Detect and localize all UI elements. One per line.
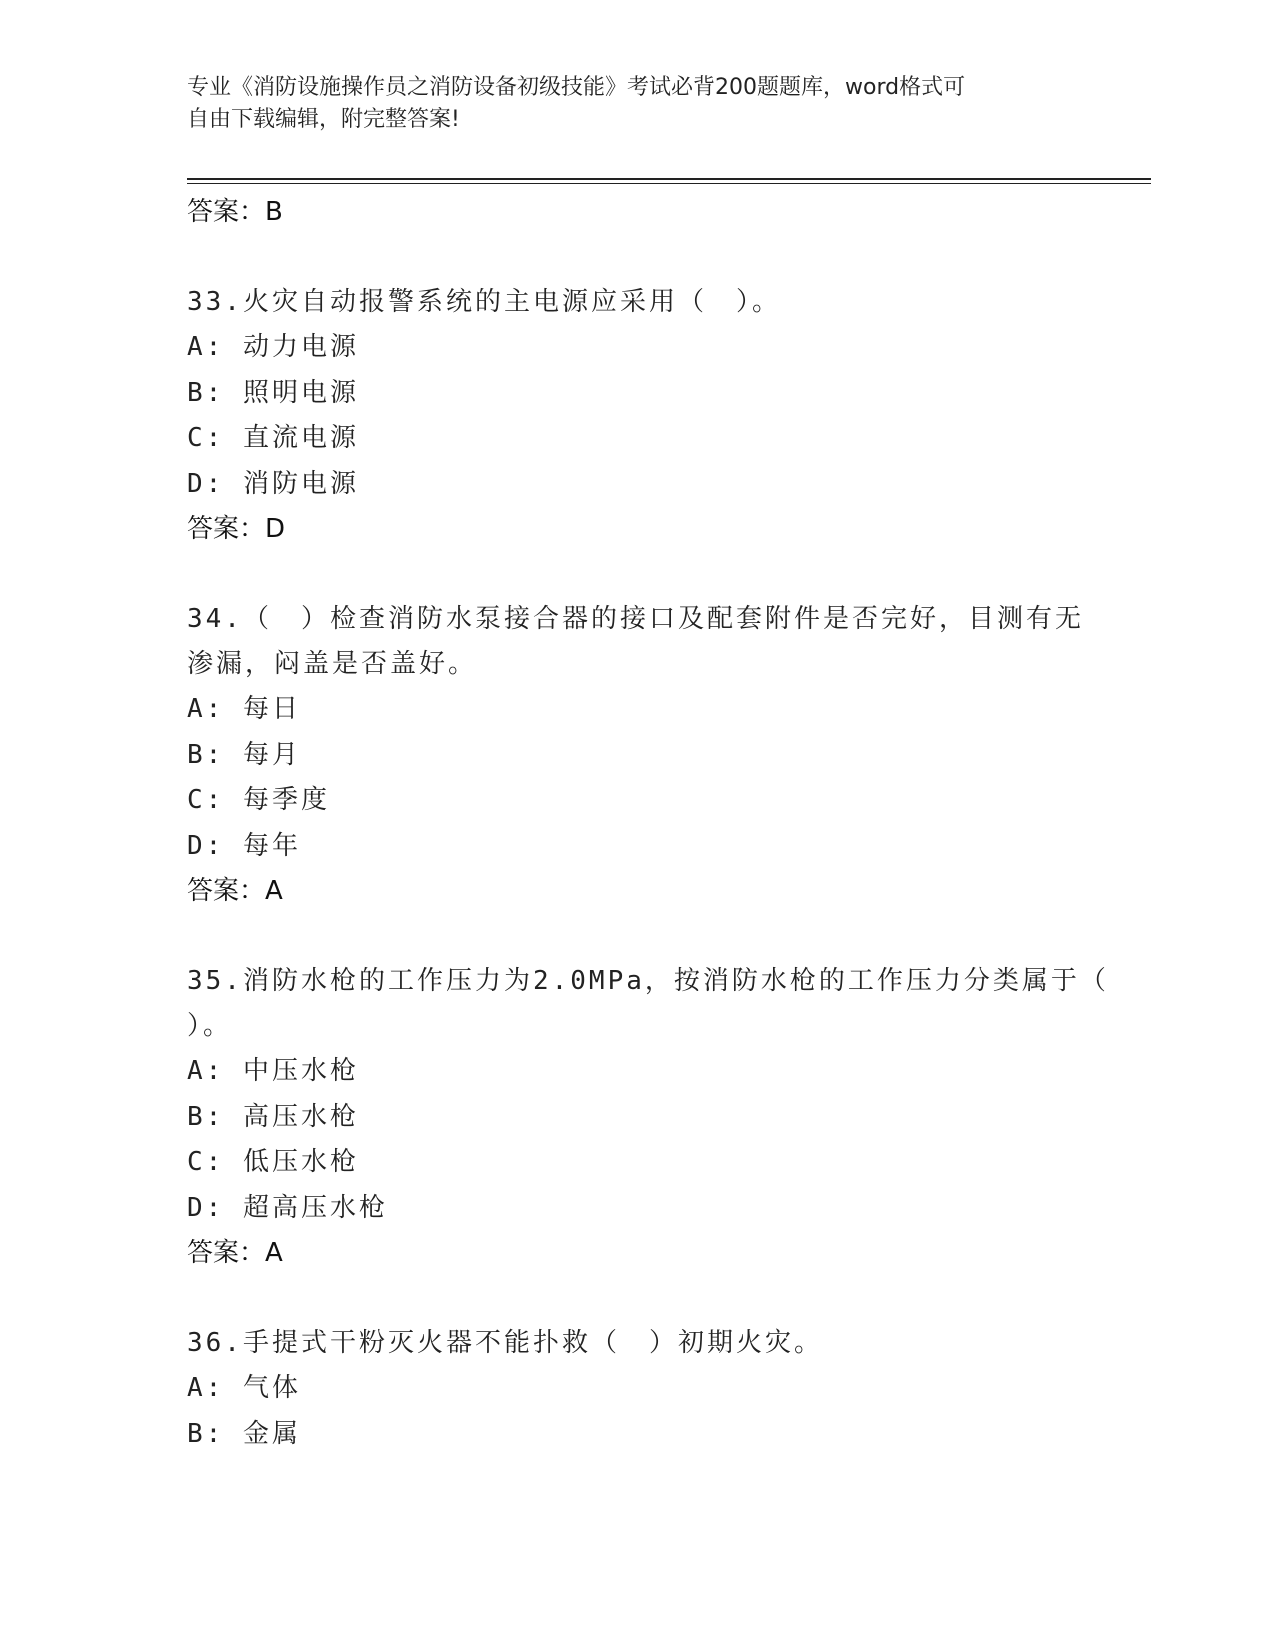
- spacer: [187, 551, 1107, 597]
- question-line: 34.（ ）检查消防水泵接合器的接口及配套附件是否完好，目测有无: [187, 604, 1084, 634]
- option-d: D: 消防电源: [187, 468, 359, 499]
- question-34: [187, 597, 1107, 913]
- spacer: [187, 1275, 1107, 1321]
- option-a: A: 每日: [187, 694, 301, 724]
- spacer: [187, 913, 1107, 959]
- question-line: 渗漏，闷盖是否盖好。: [187, 649, 478, 679]
- header-divider-thin: [187, 183, 1151, 184]
- question-line: ）。: [187, 1011, 233, 1041]
- question-33: [187, 280, 1107, 551]
- document-header: [187, 72, 1067, 136]
- option-b: B: 照明电源: [187, 377, 359, 408]
- option-d: D: 每年: [187, 830, 301, 861]
- option-a: A: 气体: [187, 1373, 301, 1403]
- option-c: C: 每季度: [187, 785, 330, 815]
- question-text: [187, 959, 1107, 1049]
- question-line: 36.手提式干粉灭火器不能扑救（ ）初期火灾。: [187, 1328, 823, 1358]
- option-c: C: 低压水枪: [187, 1147, 359, 1177]
- question-35: [187, 959, 1107, 1275]
- option-b: B: 高压水枪: [187, 1101, 359, 1132]
- spacer: [187, 234, 1107, 280]
- question-line: 35.消防水枪的工作压力为2.0MPa，按消防水枪的工作压力分类属于（: [187, 966, 1109, 996]
- option-a: A: 中压水枪: [187, 1056, 359, 1086]
- question-text: [187, 597, 1107, 687]
- question-text: [187, 280, 1107, 325]
- answer-q32: 答案：B: [187, 197, 283, 227]
- header-divider-thick: [187, 178, 1151, 180]
- header-line-2: 自由下载编辑，附完整答案!: [187, 107, 460, 132]
- option-d: D: 超高压水枪: [187, 1192, 388, 1223]
- answer: 答案：A: [187, 1238, 283, 1268]
- option-b: B: 金属: [187, 1418, 301, 1449]
- question-list: [187, 190, 1107, 1457]
- header-line-1: 专业《消防设施操作员之消防设备初级技能》考试必背200题题库，word格式可: [187, 75, 966, 100]
- option-c: C: 直流电源: [187, 423, 359, 453]
- option-b: B: 每月: [187, 739, 301, 770]
- option-a: A: 动力电源: [187, 332, 359, 362]
- question-text: [187, 1321, 1107, 1366]
- question-line: 33.火灾自动报警系统的主电源应采用（ ）。: [187, 287, 781, 317]
- answer: 答案：D: [187, 514, 286, 544]
- answer: 答案：A: [187, 876, 283, 906]
- question-36: [187, 1321, 1107, 1457]
